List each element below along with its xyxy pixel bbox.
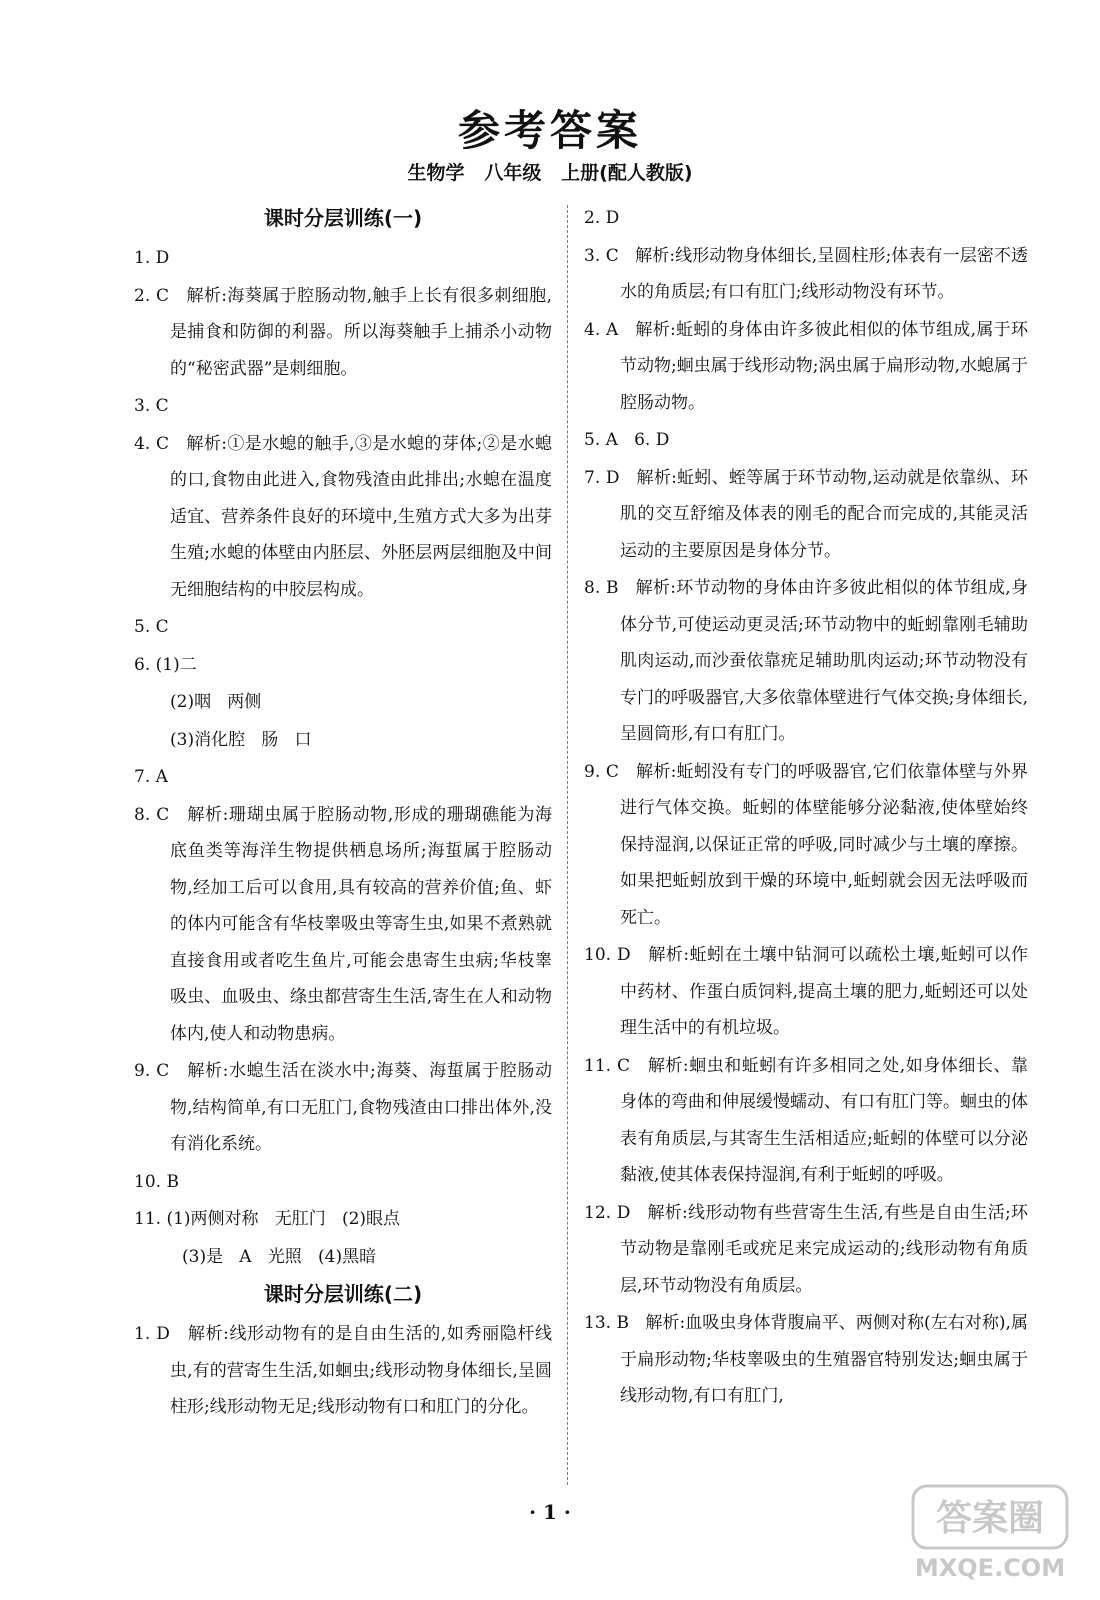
answer-list-1 xyxy=(134,240,552,1275)
page-subtitle: 生物学 八年级 上册(配人教版) xyxy=(407,162,693,184)
answer-item: 9. C 解析:蚯蚓没有专门的呼吸器官,它们依靠体壁与外界进行气体交换。蚯蚓的体壁能够分泌黏液,使体壁始终保持湿润,以保证正常的呼吸,同时减少与土壤的摩擦。如果把蚯蚓放到干燥的环境中,蚯蚓就会因无法呼吸而死亡。 xyxy=(584,761,1028,928)
answer-item: 7. D 解析:蚯蚓、蛭等属于环节动物,运动就是依靠纵、环肌的交互舒缩及体表的刚毛的配合而完成的,其能灵活运动的主要原因是身体分节。 xyxy=(584,467,1028,561)
answer-subitem: (3)是 A 光照 (4)黑暗 xyxy=(182,1246,377,1267)
answer-item: 9. C 解析:水螅生活在淡水中;海葵、海蜇属于腔肠动物,结构简单,有口无肛门,食物残渣由口排出体外,没有消化系统。 xyxy=(134,1061,552,1154)
left-column xyxy=(134,200,552,1427)
answer-list-2 xyxy=(134,1316,552,1426)
answer-item: 10. B xyxy=(134,1171,179,1192)
answer-item: 11. (1)两侧对称 无肛门 (2)眼点 xyxy=(134,1209,401,1229)
answer-item: 7. A xyxy=(134,767,168,787)
right-column xyxy=(584,200,1028,1416)
page-title: 参考答案 xyxy=(457,106,642,155)
section-title-2: 课时分层训练(二) xyxy=(263,1282,423,1306)
answer-subitem: (3)消化腔 肠 口 xyxy=(170,729,312,750)
answer-item: 2. D xyxy=(584,208,620,228)
answer-item: 5. C xyxy=(134,617,169,637)
watermark-url: MXQE.COM xyxy=(914,1554,1066,1582)
answer-item: 3. C xyxy=(134,396,169,416)
answer-item: 3. C 解析:线形动物身体细长,呈圆柱形;体表有一层密不透水的角质层;有口有肛门;线形动物没有环节。 xyxy=(584,245,1028,302)
answer-item: 10. D 解析:蚯蚓在土壤中钻洞可以疏松土壤,蚯蚓可以作中药材、作蛋白质饲料,提高土壤的肥力,蚯蚓还可以处理生活中的有机垃圾。 xyxy=(584,945,1028,1038)
answer-item: 4. A 解析:蚯蚓的身体由许多彼此相似的体节组成,属于环节动物;蛔虫属于线形动物;涡虫属于扁形动物,水螅属于腔肠动物。 xyxy=(584,319,1028,413)
answer-item: 1. D xyxy=(134,248,170,268)
answer-item: 11. C 解析:蛔虫和蚯蚓有许多相同之处,如身体细长、靠身体的弯曲和伸展缓慢蠕动、有口有肛门等。蛔虫的体表有角质层,与其寄生生活相适应;蚯蚓的体壁可以分泌黏液,使其体表保持湿润,有利于蚯蚓的呼吸。 xyxy=(584,1055,1028,1185)
answer-item: 12. D 解析:线形动物有些营寄生生活,有些是自由生活;环节动物是靠刚毛或疣足来完成运动的;线形动物有角质层,环节动物没有角质层。 xyxy=(584,1202,1028,1296)
watermark-text: 答案圈 xyxy=(935,1498,1045,1539)
answer-item: 13. B 解析:血吸虫身体背腹扁平、两侧对称(左右对称),属于扁形动物;华枝睾吸虫的生殖器官特别发达;蛔虫属于线形动物,有口有肛门, xyxy=(584,1313,1028,1406)
answer-item: 2. C 解析:海葵属于腔肠动物,触手上长有很多刺细胞,是捕食和防御的利器。所以海葵触手上捕杀小动物的“秘密武器”是刺细胞。 xyxy=(134,285,552,379)
watermark-logo xyxy=(905,1480,1075,1590)
answer-list-right xyxy=(584,200,1028,1415)
answer-item: 4. C 解析:①是水螅的触手,③是水螅的芽体;②是水螅的口,食物由此进入,食物残渣由此排出;水螅在温度适宜、营养条件良好的环境中,生殖方式大多为出芽生殖;水螅的体壁由内胚层、外胚层两层细胞及中间无细胞结构的中胶层构成。 xyxy=(134,433,552,600)
answer-item: 6. (1)二 xyxy=(134,654,197,675)
answer-subitem: (2)咽 两侧 xyxy=(170,692,262,712)
answer-item: 5. A 6. D xyxy=(584,430,670,450)
answer-item: 8. C 解析:珊瑚虫属于腔肠动物,形成的珊瑚礁能为海底鱼类等海洋生物提供栖息场所;海蜇属于腔肠动物,经加工后可以食用,具有较高的营养价值;鱼、虾的体内可能含有华枝睾吸虫等寄生虫,如果不煮熟就直接食用或者吃生鱼片,可能会患寄生虫病;华枝睾吸虫、血吸虫、绦虫都营寄生生活,寄生在人和动物体内,使人和动物患病。 xyxy=(134,804,552,1044)
answer-item: 8. B 解析:环节动物的身体由许多彼此相似的体节组成,身体分节,可使运动更灵活;环节动物中的蚯蚓靠刚毛辅助肌肉运动,而沙蚕依靠疣足辅助肌肉运动;环节动物没有专门的呼吸器官,大多依靠体壁进行气体交换;身体细长,呈圆筒形,有口有肛门。 xyxy=(584,578,1028,744)
page-number: · 1 · xyxy=(529,1500,571,1524)
column-divider xyxy=(567,205,568,1485)
section-title-1: 课时分层训练(一) xyxy=(263,206,423,230)
answer-item: 1. D 解析:线形动物有的是自由生活的,如秀丽隐杆线虫,有的营寄生生活,如蛔虫;线形动物身体细长,呈圆柱形;线形动物无足;线形动物有口和肛门的分化。 xyxy=(134,1324,552,1417)
